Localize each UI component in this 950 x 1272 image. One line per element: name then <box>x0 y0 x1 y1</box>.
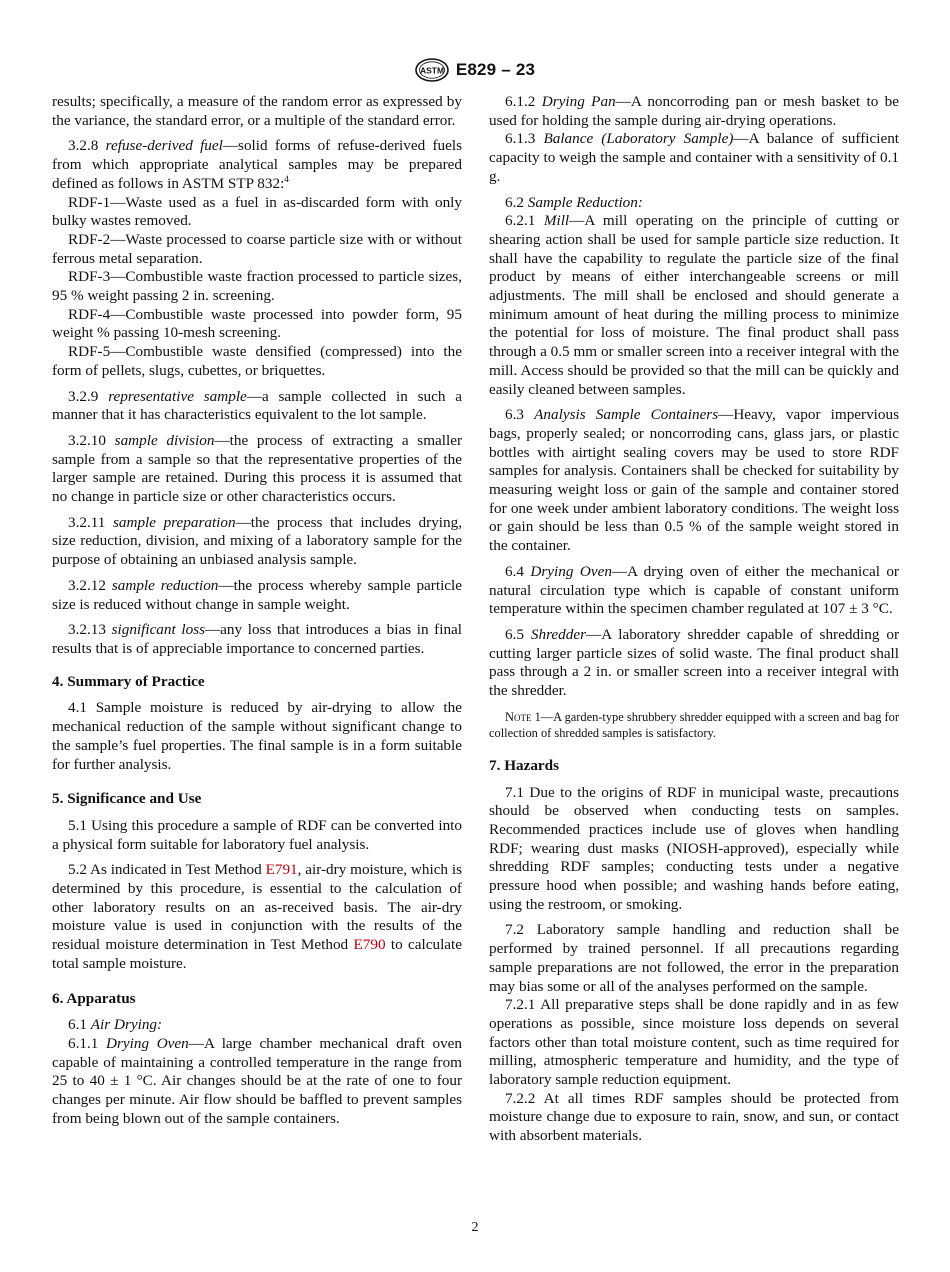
page-header <box>0 56 950 84</box>
reference-link-e790[interactable]: E790 <box>353 936 386 954</box>
left-column <box>52 93 462 1135</box>
svg-text:ASTM: ASTM <box>419 65 444 76</box>
paragraph-7-1: 7.1 Due to the origins of RDF in municipal waste, precautions should be observed when conducting tests on samples. Recommended practices include use of gloves when handling RDF; wearing dust masks (NIOSH-approved), especially while shredding RDF samples; conducting tests under a negative pressure hood when possible; and washing hands before eating, using the restroom, or smoking. <box>489 783 899 913</box>
note-1: Note 1—A garden-type shrubbery shredder equipped with a screen and bag for collection of shredded samples is satisfactory. <box>489 709 899 740</box>
paragraph: results; specifically, a measure of the random error as expressed by the variance, the standard error, or a multiple of the standard error. <box>52 93 462 129</box>
section-heading-7: 7. Hazards <box>489 756 560 774</box>
rdf-class-1: RDF-1—Waste used as a fuel in as-discarded form with only bulky wastes removed. <box>52 193 462 230</box>
paragraph-6-1-2: 6.1.2 Drying Pan—A noncorroding pan or mesh basket to be used for holding the sample during air-drying operations. <box>489 93 900 129</box>
section-heading-5: 5. Significance and Use <box>52 790 202 808</box>
definition-3-2-10: 3.2.10 sample division—the process of extracting a smaller sample from a sample so that the representative properties of the larger sample are retained. During this process it is assumed that no change in particle size or other characteristics occurs. <box>52 431 462 506</box>
rdf-class-2: RDF-2—Waste processed to coarse particle size with or without ferrous metal separation. <box>52 230 462 267</box>
rdf-class-5: RDF-5—Combustible waste densified (compressed) into the form of pellets, slugs, cubettes, or briquettes. <box>52 343 462 379</box>
right-column <box>489 93 899 1153</box>
document-designation: E829 – 23 <box>455 60 536 79</box>
paragraph-6-3: 6.3 Analysis Sample Containers—Heavy, vapor impervious bags, properly sealed; or noncorroding cans, glass jars, or plastic bottles with airtight sealing covers may be used to store RDF samples for analysis. Containers shall be checked for suitability by measuring weight loss or gain of the sample and container stored for one week under ambient laboratory conditions. The weight loss or gain should be less than 0.5 % of the sample weight stored in the container. <box>489 406 899 555</box>
section-heading-6: 6. Apparatus <box>52 989 136 1007</box>
definition-3-2-9: 3.2.9 representative sample—a sample collected in such a manner that it has characteristics equivalent to the lot sample. <box>52 387 462 424</box>
rdf-class-3: RDF-3—Combustible waste fraction processed to particle sizes, 95 % weight passing 2 in. screening. <box>52 268 462 305</box>
paragraph-6-4: 6.4 Drying Oven—A drying oven of either the mechanical or natural circulation type which is capable of constant uniform temperature within the specimen chamber regulated at 107 ± 3 °C. <box>489 562 899 618</box>
definition-3-2-8: 3.2.8 refuse-derived fuel—solid forms of refuse-derived fuels from which appropriate analytical samples may be prepared defined as follows in ASTM STP 832:$^4$ <box>52 137 462 192</box>
paragraph-6-1: 6.1 Air Drying: <box>68 1016 163 1034</box>
section-heading-4: 4. Summary of Practice <box>52 672 205 690</box>
definition-3-2-12: 3.2.12 sample reduction—the process whereby sample particle size is reduced without change in sample weight. <box>52 576 462 613</box>
reference-link-e791[interactable]: E791 <box>265 861 298 879</box>
paragraph-7-2-2: 7.2.2 At all times RDF samples should be protected from moisture change due to exposure to rain, snow, and sun, or contact with absorbent materials. <box>489 1089 899 1145</box>
paragraph-6-5: 6.5 Shredder—A laboratory shredder capable of shredding or cutting larger particle sizes of solid waste. The final product shall pass through a 2 in. or smaller screen into a receiver integral with the shredder. <box>489 625 900 700</box>
paragraph-6-1-1: 6.1.1 Drying Oven—A large chamber mechanical draft oven capable of maintaining a controlled temperature in the range from 25 to 40 ± 1 °C. Air changes should be at the rate of one to four changes per minute. Air flow should be baffled to prevent samples from being blown out of the sample containers. <box>52 1034 462 1127</box>
paragraph-6-2-1: 6.2.1 Mill—A mill operating on the principle of cutting or shearing action shall be used for sample particle size reduction. It shall have the capability to regulate the particle size of the final product by means of either interchangeable screens or mill adjustments. The mill shall be enclosed and should generate a minimum amount of heat during the milling process to minimize the potential for loss of moisture. The final product shall pass through a 0.5 mm or smaller screen into a receiver integral with the mill. Access should be provided so that the mill can be quickly and easily cleaned between samples. <box>489 212 900 398</box>
rdf-class-4: RDF-4—Combustible waste processed into powder form, 95 weight % passing 10-mesh screening. <box>52 305 462 342</box>
paragraph-4-1: 4.1 Sample moisture is reduced by air-drying to allow the mechanical reduction of the sample without significant change to the sample’s fuel properties. The final sample is in a form suitable for further analysis. <box>52 699 462 773</box>
paragraph-6-2: 6.2 Sample Reduction: <box>505 193 643 211</box>
paragraph-7-2: 7.2 Laboratory sample handling and reduction shall be performed by trained personnel. If all precautions regarding sample preparations are not followed, the error in the preparation may bias some or all of the analyses performed on the sample. <box>489 921 899 995</box>
astm-logo <box>415 58 449 82</box>
paragraph-7-2-1: 7.2.1 All preparative steps shall be done rapidly and in as few operations as possible, since moisture loss depends on several factors other than total moisture content, such as time required for milling, atmospheric temperature and humidity, and the type of laboratory sample reduction equipment. <box>489 996 899 1089</box>
paragraph-6-1-3: 6.1.3 Balance (Laboratory Sample)—A balance of sufficient capacity to weigh the sample and container with a sensitivity of 0.1 g. <box>489 130 900 185</box>
page-number: 2 <box>471 1220 479 1235</box>
definition-3-2-13: 3.2.13 significant loss—any loss that introduces a bias in final results that is of appreciable importance to concerned parties. <box>52 621 462 657</box>
paragraph-5-1: 5.1 Using this procedure a sample of RDF can be converted into a physical form suitable for laboratory fuel analysis. <box>52 816 462 853</box>
paragraph-5-2: 5.2 As indicated in Test Method E791, air-dry moisture, which is determined by this procedure, is essential to the calculation of other laboratory results on an as-received basis. The air-dry moisture value is used in conjunction with the results of the residual moisture determination in Test Method E790 to calculate total sample moisture. <box>52 861 462 972</box>
definition-3-2-11: 3.2.11 sample preparation—the process that includes drying, size reduction, division, and mixing of a laboratory sample for the purpose of obtaining an unbiased analysis sample. <box>52 513 463 569</box>
